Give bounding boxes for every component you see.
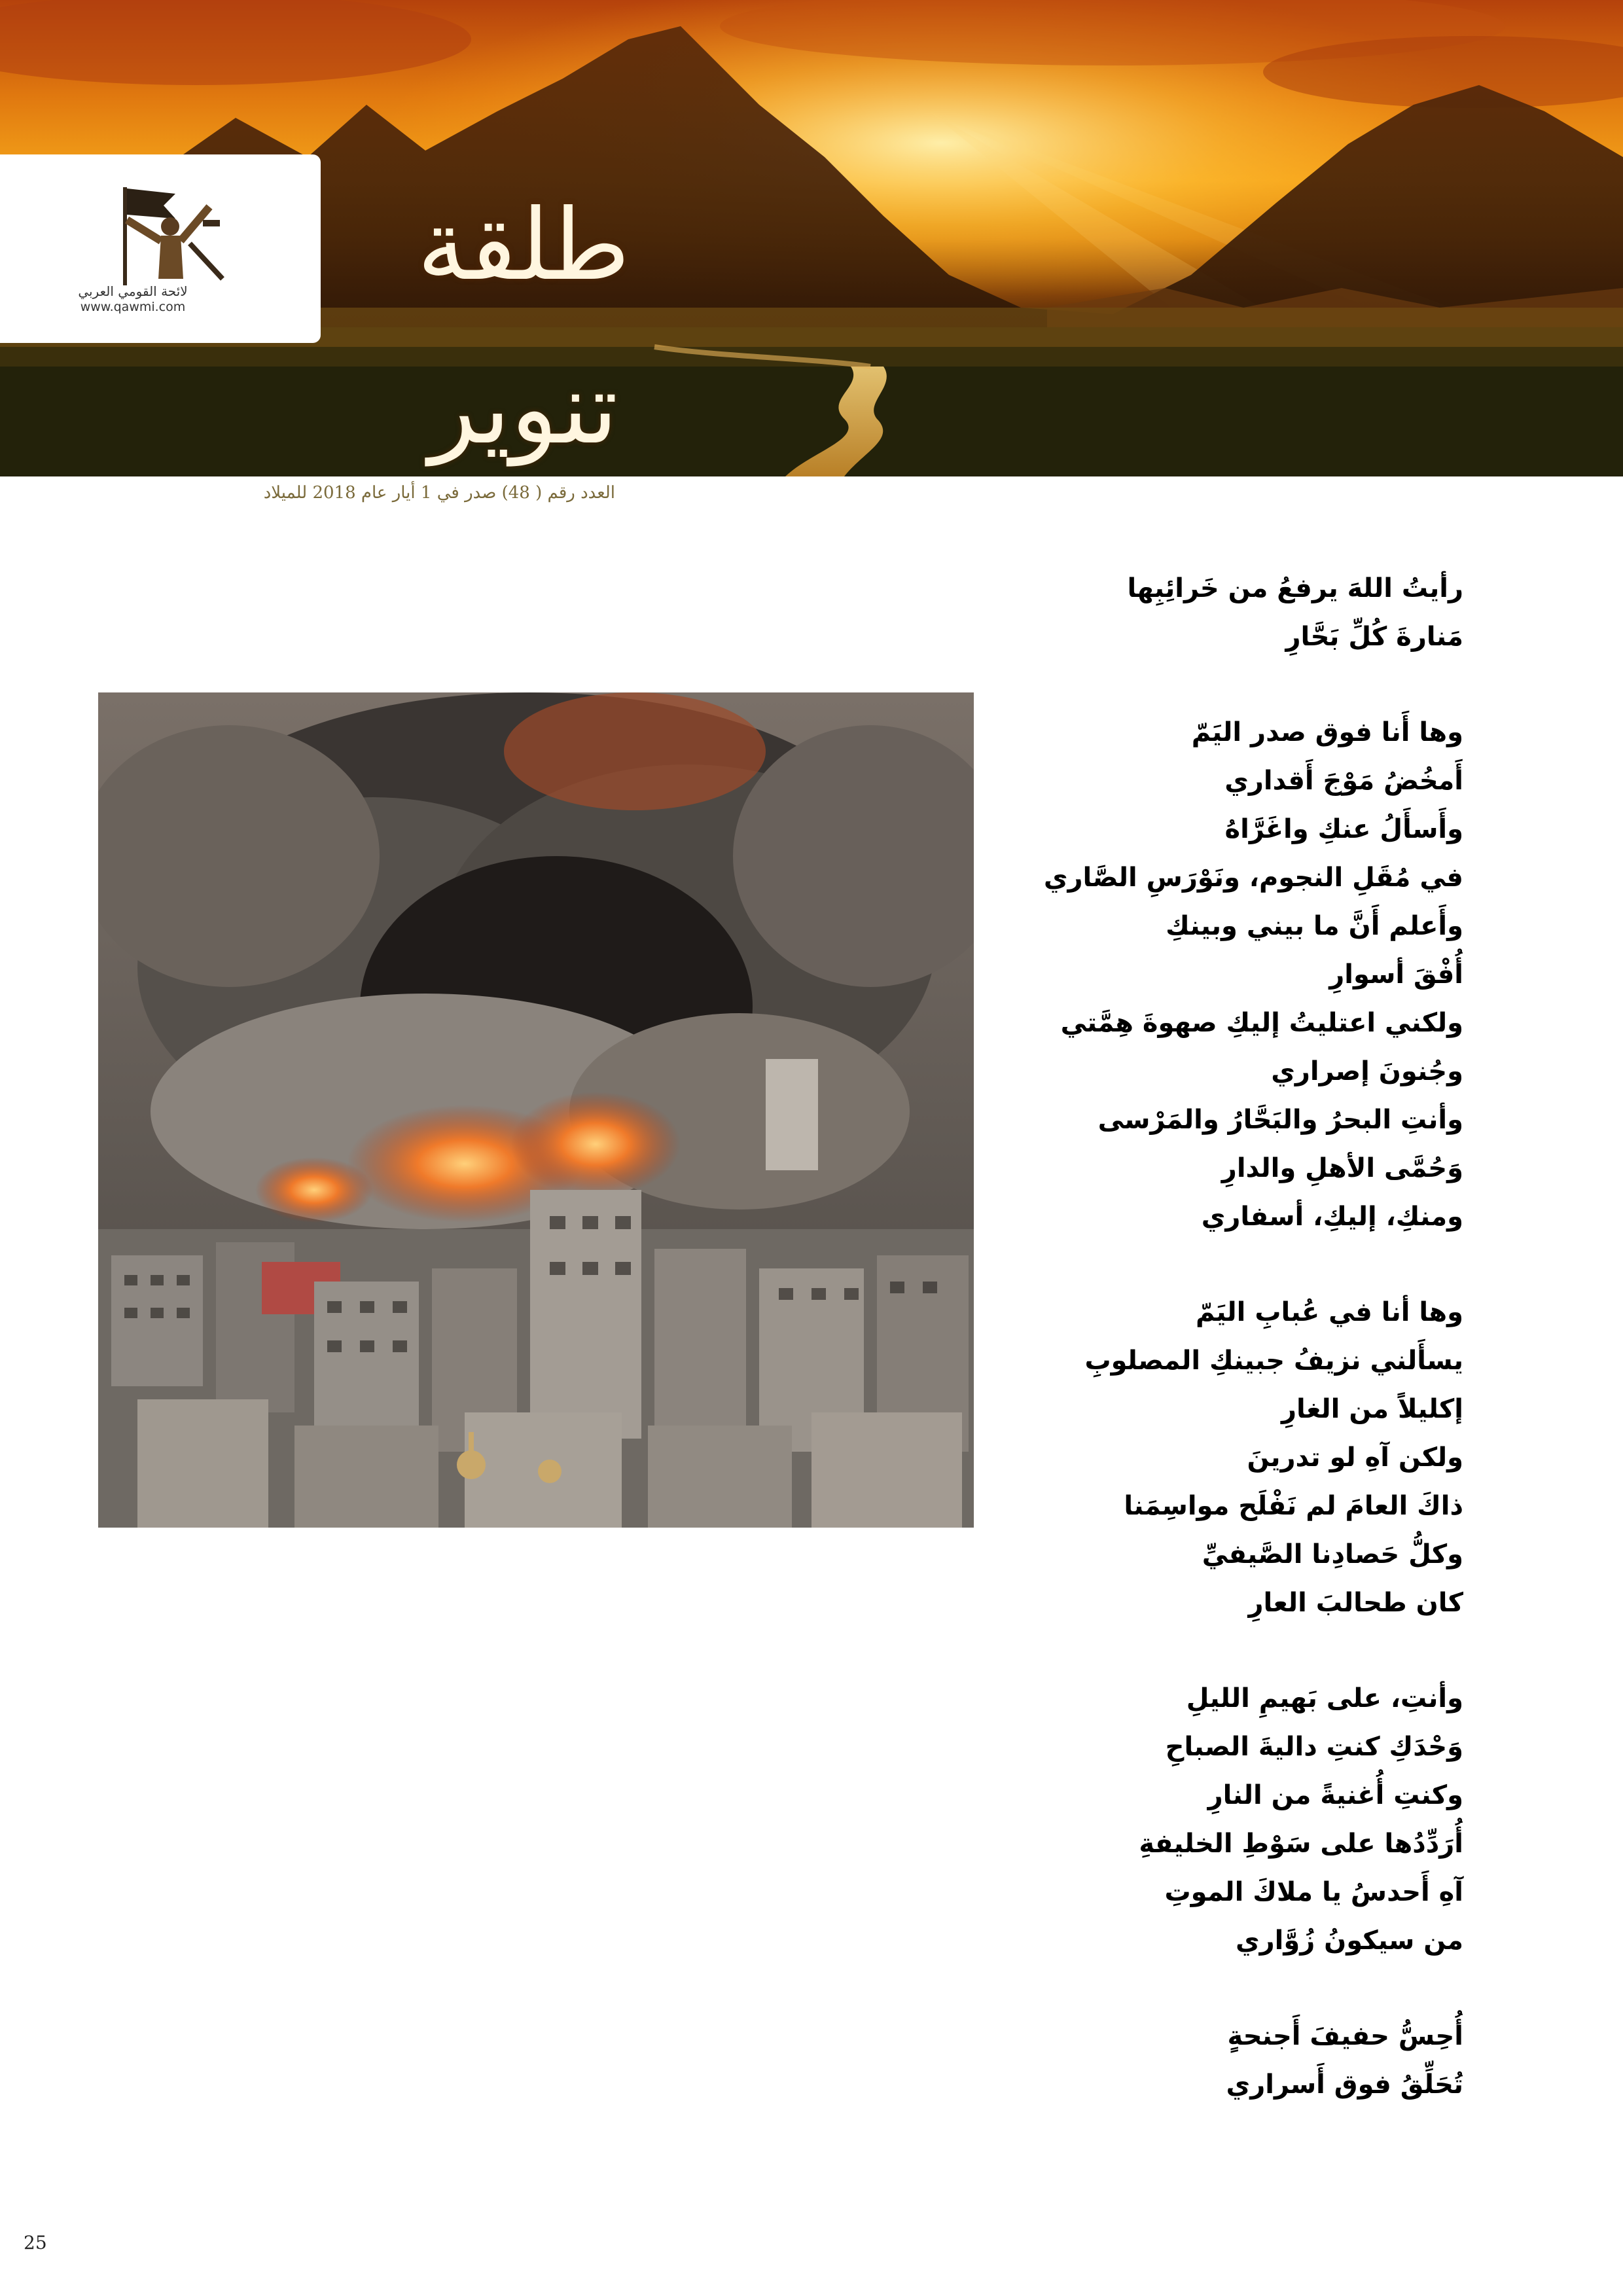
poem-line: وَحُمَّى الأهلِ والدارِ — [1221, 1153, 1463, 1183]
poem-line: أَمخُضُ مَوْجَ أَقداري — [1224, 766, 1463, 796]
poem-line: من سيكونُ زُوَّاري — [1235, 1926, 1463, 1956]
flag-bearer-logo-icon — [98, 181, 229, 292]
logo-url: www.qawmi.com — [80, 300, 186, 314]
poem-line: وَحْدَكِ كنتِ داليةَ الصباحِ — [1165, 1732, 1463, 1762]
poem-line: كان طحالبَ العارِ — [1248, 1588, 1463, 1618]
poem-line: وكلُّ حَصادِنا الصَّيفيِّ — [1202, 1539, 1463, 1570]
poem-stanza — [1008, 708, 1463, 1241]
poem-line: وكنتِ أُغنيةً من النارِ — [1207, 1780, 1463, 1810]
poem-stanza — [1008, 1288, 1463, 1627]
issue-info: العدد رقم ( 48) صدر في 1 أيار عام 2018 للميلاد — [263, 483, 615, 503]
poem-line: وجُنونَ إصراري — [1271, 1056, 1463, 1086]
poem-line: إكليلاً من الغارِ — [1281, 1394, 1463, 1424]
poem-line: وأنتِ، على بَهيمِ الليلِ — [1186, 1683, 1463, 1713]
poem-line: في مُقَلِ النجوم، ونَوْرَسِ الصَّاري — [1043, 863, 1463, 893]
poem-stanza — [1008, 1674, 1463, 1965]
poem-stanza — [1008, 564, 1463, 661]
poem-line: أُفْقَ أسوارِ — [1329, 960, 1463, 990]
poem-line: مَنارةَ كُلِّ بَحَّارِ — [1285, 622, 1463, 652]
poem-line: وأَعلم أَنَّ ما بيني وبينكِ — [1166, 911, 1463, 941]
poem-line: ولكن آهِ لو تدرينَ — [1247, 1443, 1463, 1473]
poem-line: يسأَلني نزيفُ جبينكِ المصلوبِ — [1084, 1346, 1463, 1376]
header-banner — [0, 0, 1623, 476]
logo-caption: لائحة القومي العربي — [78, 283, 188, 299]
poem-line: أُحِسُّ حفيفَ أَجنحةٍ — [1227, 2021, 1463, 2051]
bombing-city-photo — [98, 692, 974, 1528]
poem-line: ذاكَ العامَ لم نَفْلَح مواسِمَنا — [1124, 1491, 1463, 1521]
poem-line: ومنكِ، إليكِ، أسفاري — [1201, 1202, 1463, 1232]
poem-line: وأَسأَلُ عنكِ واغَرَّاهُ — [1224, 814, 1463, 844]
poem-line: وأنتِ البحرُ والبَحَّارُ والمَرْسى — [1097, 1105, 1463, 1135]
poem-line: وها أَنا فوق صدر اليَمّ — [1191, 717, 1463, 747]
poem-line: آهِ أَحدسُ يا ملاكَ الموتِ — [1164, 1877, 1463, 1907]
magazine-title: طلقة تنوير — [417, 188, 630, 466]
poem — [1008, 564, 1463, 2156]
poem-line: ولكني اعتليتُ إليكِ صهوةَ هِمَّتي — [1060, 1008, 1463, 1038]
page-number: 25 — [24, 2232, 47, 2253]
logo-panel — [0, 154, 321, 343]
poem-stanza — [1008, 2012, 1463, 2109]
poem-line: رأيتُ اللهَ يرفعُ من خَرائِبِها — [1127, 573, 1463, 603]
poem-line: وها أنا في عُبابِ اليَمّ — [1195, 1297, 1463, 1327]
explosion-over-city-image — [98, 692, 974, 1528]
poem-line: أُرَدِّدُها على سَوْطِ الخليفةِ — [1139, 1829, 1463, 1859]
poem-line: تُحَلِّقُ فوق أَسراري — [1226, 2070, 1463, 2100]
